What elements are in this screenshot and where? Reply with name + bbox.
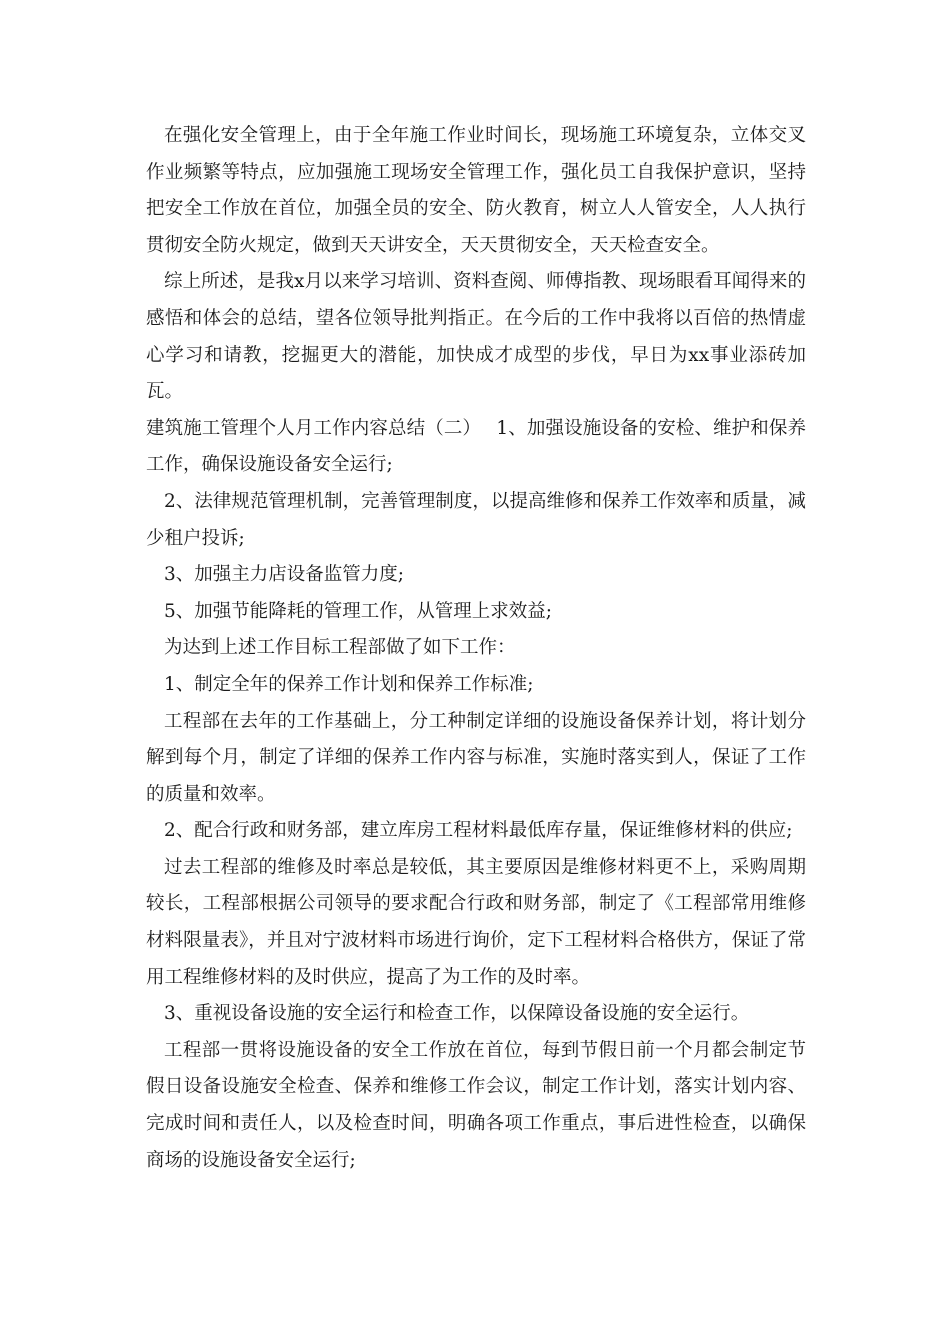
paragraph-summary: 综上所述，是我x月以来学习培训、资料查阅、师傅指教、现场眼看耳闻得来的感悟和体会的总结，望各位领导批判指正。在今后的工作中我将以百倍的热情虚心学习和请教，挖掘更大的潜能，加快成才成型的步伐，早日为xx事业添砖加瓦。	[146, 271, 806, 403]
paragraph-work-2-detail: 过去工程部的维修及时率总是较低，其主要原因是维修材料更不上，采购周期较长，工程部根据公司领导的要求配合行政和财务部，制定了《工程部常用维修材料限量表》，并且对宁波材料市场进行询价，定下工程材料合格供方，保证了常用工程维修材料的及时供应，提高了为工作的及时率。	[146, 856, 806, 988]
list-item-goal-3: 3、加强主力店设备监管力度;	[164, 564, 405, 586]
paragraph-section-two-heading: 建筑施工管理个人月工作内容总结（二） 1、加强设施设备的安检、维护和保养工作，确保设施设备安全运行;	[146, 417, 806, 476]
list-item-work-3: 3、重视设备设施的安全运行和检查工作，以保障设备设施的安全运行。	[164, 1003, 750, 1025]
document-body	[146, 118, 806, 1179]
paragraph-work-1-detail: 工程部在去年的工作基础上，分工种制定详细的设施设备保养计划，将计划分解到每个月，制定了详细的保养工作内容与标准，实施时落实到人，保证了工作的质量和效率。	[146, 710, 806, 805]
list-item-goal-2: 2、法律规范管理机制，完善管理制度，以提高维修和保养工作效率和质量，减少租户投诉;	[146, 490, 806, 549]
paragraph-work-3-detail: 工程部一贯将设施设备的安全工作放在首位，每到节假日前一个月都会制定节假日设备设施安全检查、保养和维修工作会议，制定工作计划，落实计划内容、完成时间和责任人，以及检查时间，明确各项工作重点，事后进性检查，以确保商场的设施设备安全运行;	[146, 1039, 806, 1171]
list-item-work-2: 2、配合行政和财务部，建立库房工程材料最低库存量，保证维修材料的供应;	[164, 820, 793, 842]
list-item-goal-5: 5、加强节能降耗的管理工作，从管理上求效益;	[164, 600, 553, 622]
list-item-work-1: 1、制定全年的保养工作计划和保养工作标准;	[164, 673, 534, 695]
paragraph-safety-management: 在强化安全管理上，由于全年施工作业时间长，现场施工环境复杂，立体交叉作业频繁等特点，应加强施工现场安全管理工作，强化员工自我保护意识，坚持把安全工作放在首位，加强全员的安全、防火教育，树立人人管安全，人人执行贯彻安全防火规定，做到天天讲安全，天天贯彻安全，天天检查安全。	[146, 125, 806, 256]
paragraph-work-intro: 为达到上述工作目标工程部做了如下工作：	[164, 637, 516, 659]
